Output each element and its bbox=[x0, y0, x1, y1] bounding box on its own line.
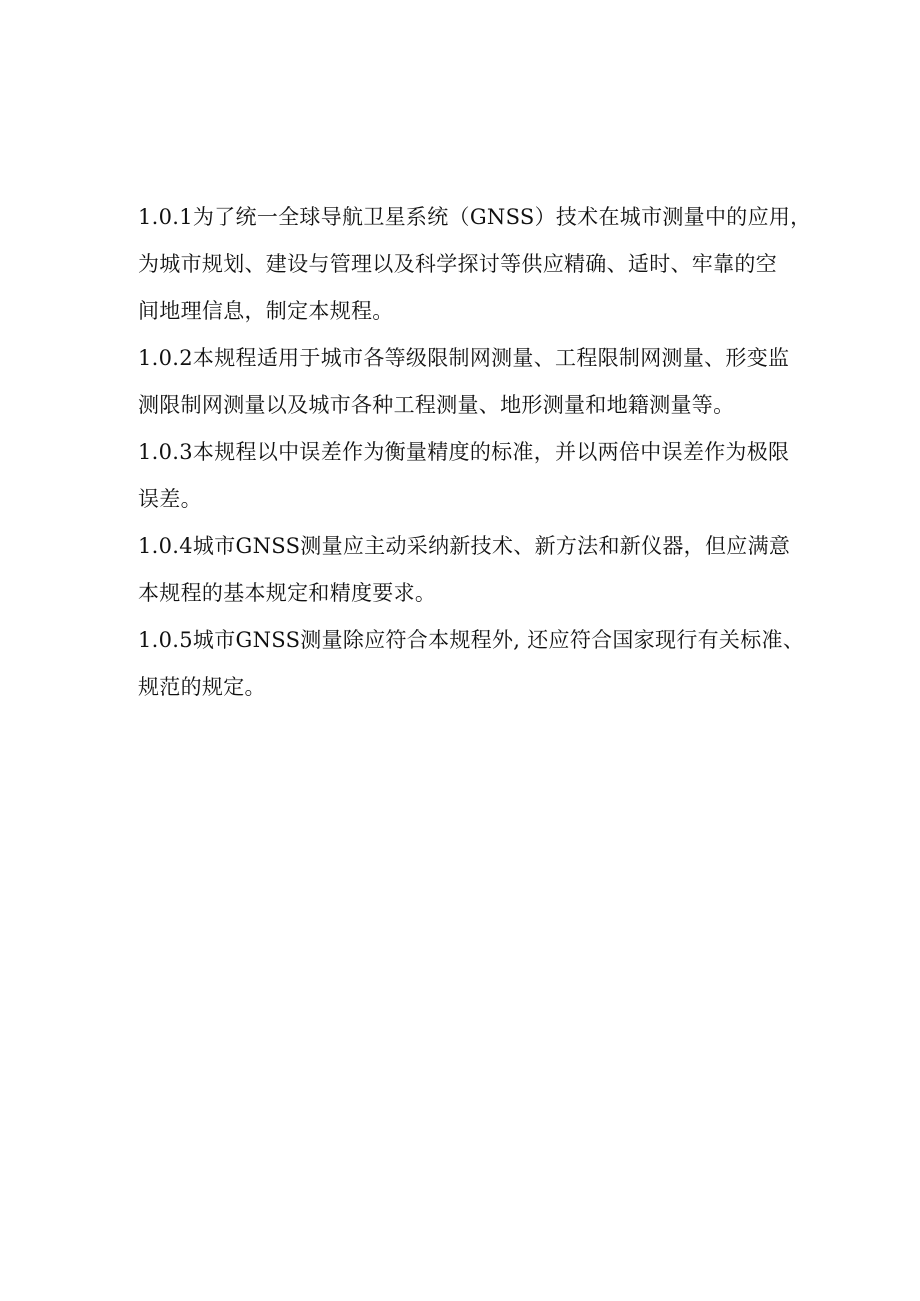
clause-1-0-3 bbox=[138, 429, 788, 523]
clause-1-0-4 bbox=[138, 523, 791, 617]
text-line: 1.0.1为了统一全球导航卫星系统（GNSS）技术在城市测量中的应用， bbox=[138, 205, 812, 229]
clause-1-0-5 bbox=[138, 617, 805, 711]
text-line: 1.0.3本规程以中误差作为衡量精度的标准，并以两倍中误差作为极限 bbox=[138, 440, 790, 464]
document-body bbox=[138, 194, 812, 711]
text-line: 本规程的基本规定和精度要求。 bbox=[138, 581, 437, 605]
text-line: 为城市规划、建设与管理以及科学探讨等供应精确、适时、牢靠的空 bbox=[138, 252, 777, 276]
text-line: 1.0.5城市GNSS测量除应符合本规程外, 还应符合国家现行有关标准、 bbox=[138, 628, 805, 652]
text-line: 1.0.4城市GNSS测量应主动采纳新技术、新方法和新仪器，但应满意 bbox=[138, 534, 791, 558]
clause-1-0-1 bbox=[138, 194, 812, 335]
text-line: 规范的规定。 bbox=[138, 675, 266, 699]
text-line: 测限制网测量以及城市各种工程测量、地形测量和地籍测量等。 bbox=[138, 393, 735, 417]
clause-1-0-2 bbox=[138, 335, 788, 429]
text-line: 误差。 bbox=[138, 487, 202, 511]
text-line: 间地理信息，制定本规程。 bbox=[138, 299, 394, 323]
text-line: 1.0.2本规程适用于城市各等级限制网测量、工程限制网测量、形变监 bbox=[138, 346, 790, 370]
